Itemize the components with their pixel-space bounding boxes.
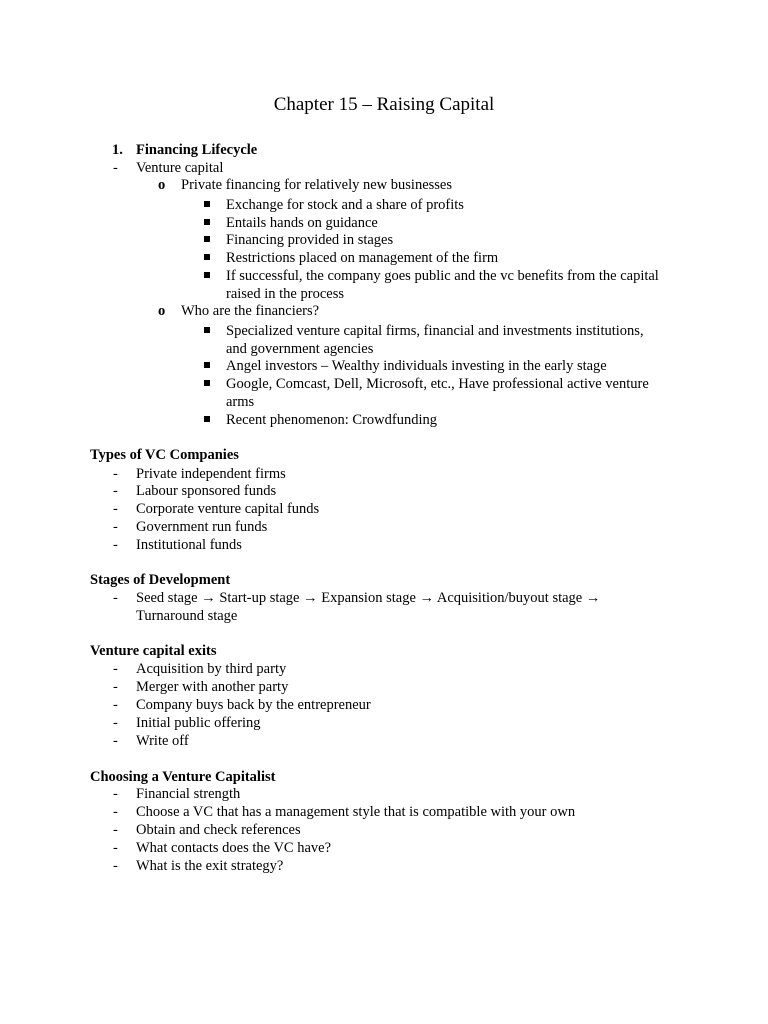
dash-bullet: -: [113, 466, 118, 482]
circle-bullet: o: [158, 177, 166, 193]
list-item: What contacts does the VC have?: [136, 840, 332, 856]
dash-bullet: -: [113, 804, 118, 820]
list-item: Obtain and check references: [136, 822, 301, 838]
stage-step: Acquisition/buyout stage: [436, 590, 583, 606]
list-item: Write off: [136, 733, 189, 749]
list-item: Labour sponsored funds: [136, 483, 277, 499]
arrow-right-icon: →: [303, 590, 318, 606]
stage-step: Expansion stage: [321, 590, 416, 606]
dash-bullet: -: [113, 483, 118, 499]
list-item: Google, Comcast, Dell, Microsoft, etc., Have professional active venture: [226, 376, 649, 392]
list-item-venture-capital: Venture capital: [136, 160, 224, 176]
section-number: 1.: [112, 142, 123, 158]
section-heading-exits: Venture capital exits: [90, 643, 217, 659]
list-item-continuation: raised in the process: [226, 286, 344, 302]
dash-bullet: -: [113, 840, 118, 856]
dash-bullet: -: [113, 786, 118, 802]
list-item-continuation: and government agencies: [226, 341, 374, 357]
list-item: Corporate venture capital funds: [136, 501, 320, 517]
square-bullet-icon: [204, 201, 210, 207]
arrow-right-icon: →: [419, 590, 435, 606]
list-item: Angel investors – Wealthy individuals investing in the early stage: [226, 358, 607, 374]
list-item: Private independent firms: [136, 466, 286, 482]
list-item: Acquisition by third party: [136, 661, 287, 677]
dash-bullet: -: [113, 160, 118, 176]
square-bullet-icon: [204, 254, 210, 260]
list-item-continuation: arms: [226, 394, 255, 410]
square-bullet-icon: [204, 380, 210, 386]
list-item: Restrictions placed on management of the firm: [226, 250, 499, 266]
list-item: Exchange for stock and a share of profits: [226, 197, 464, 213]
arrow-right-icon: →: [201, 590, 216, 606]
list-item: Company buys back by the entrepreneur: [136, 697, 371, 713]
square-bullet-icon: [204, 362, 210, 368]
dash-bullet: -: [113, 661, 118, 677]
section-heading-financing-lifecycle: Financing Lifecycle: [136, 142, 258, 158]
square-bullet-icon: [204, 272, 210, 278]
list-item: Choose a VC that has a management style that is compatible with your own: [136, 804, 576, 820]
dash-bullet: -: [113, 822, 118, 838]
dash-bullet: -: [113, 519, 118, 535]
section-heading-types-of-vc: Types of VC Companies: [90, 447, 239, 463]
list-item: Initial public offering: [136, 715, 261, 731]
square-bullet-icon: [204, 236, 210, 242]
dash-bullet: -: [113, 858, 118, 874]
list-item-financiers-question: Who are the financiers?: [181, 303, 320, 319]
stages-sequence-line: [136, 589, 600, 607]
list-item: Specialized venture capital firms, financial and investments institutions,: [226, 323, 644, 339]
stage-step: Start-up stage: [219, 590, 300, 606]
section-heading-stages: Stages of Development: [90, 572, 231, 588]
dash-bullet: -: [113, 715, 118, 731]
list-item: Financial strength: [136, 786, 241, 802]
dash-bullet: -: [113, 501, 118, 517]
stage-step: Seed stage: [136, 590, 198, 606]
dash-bullet: -: [113, 733, 118, 749]
page-title: Chapter 15 – Raising Capital: [273, 94, 495, 115]
list-item: Recent phenomenon: Crowdfunding: [226, 412, 438, 428]
section-heading-choosing: Choosing a Venture Capitalist: [90, 769, 276, 785]
arrow-right-icon: →: [585, 590, 601, 606]
square-bullet-icon: [204, 219, 210, 225]
list-item: What is the exit strategy?: [136, 858, 284, 874]
square-bullet-icon: [204, 327, 210, 333]
circle-bullet: o: [158, 303, 166, 319]
dash-bullet: -: [113, 679, 118, 695]
stage-step: Turnaround stage: [136, 608, 238, 624]
list-item: Government run funds: [136, 519, 268, 535]
list-item-private-financing: Private financing for relatively new businesses: [181, 177, 452, 193]
dash-bullet: -: [113, 537, 118, 553]
list-item: Financing provided in stages: [226, 232, 394, 248]
dash-bullet: -: [113, 590, 118, 606]
list-item: Entails hands on guidance: [226, 215, 378, 231]
list-item: Institutional funds: [136, 537, 242, 553]
list-item: If successful, the company goes public and the vc benefits from the capital: [226, 268, 659, 284]
square-bullet-icon: [204, 416, 210, 422]
dash-bullet: -: [113, 697, 118, 713]
list-item: Merger with another party: [136, 679, 289, 695]
